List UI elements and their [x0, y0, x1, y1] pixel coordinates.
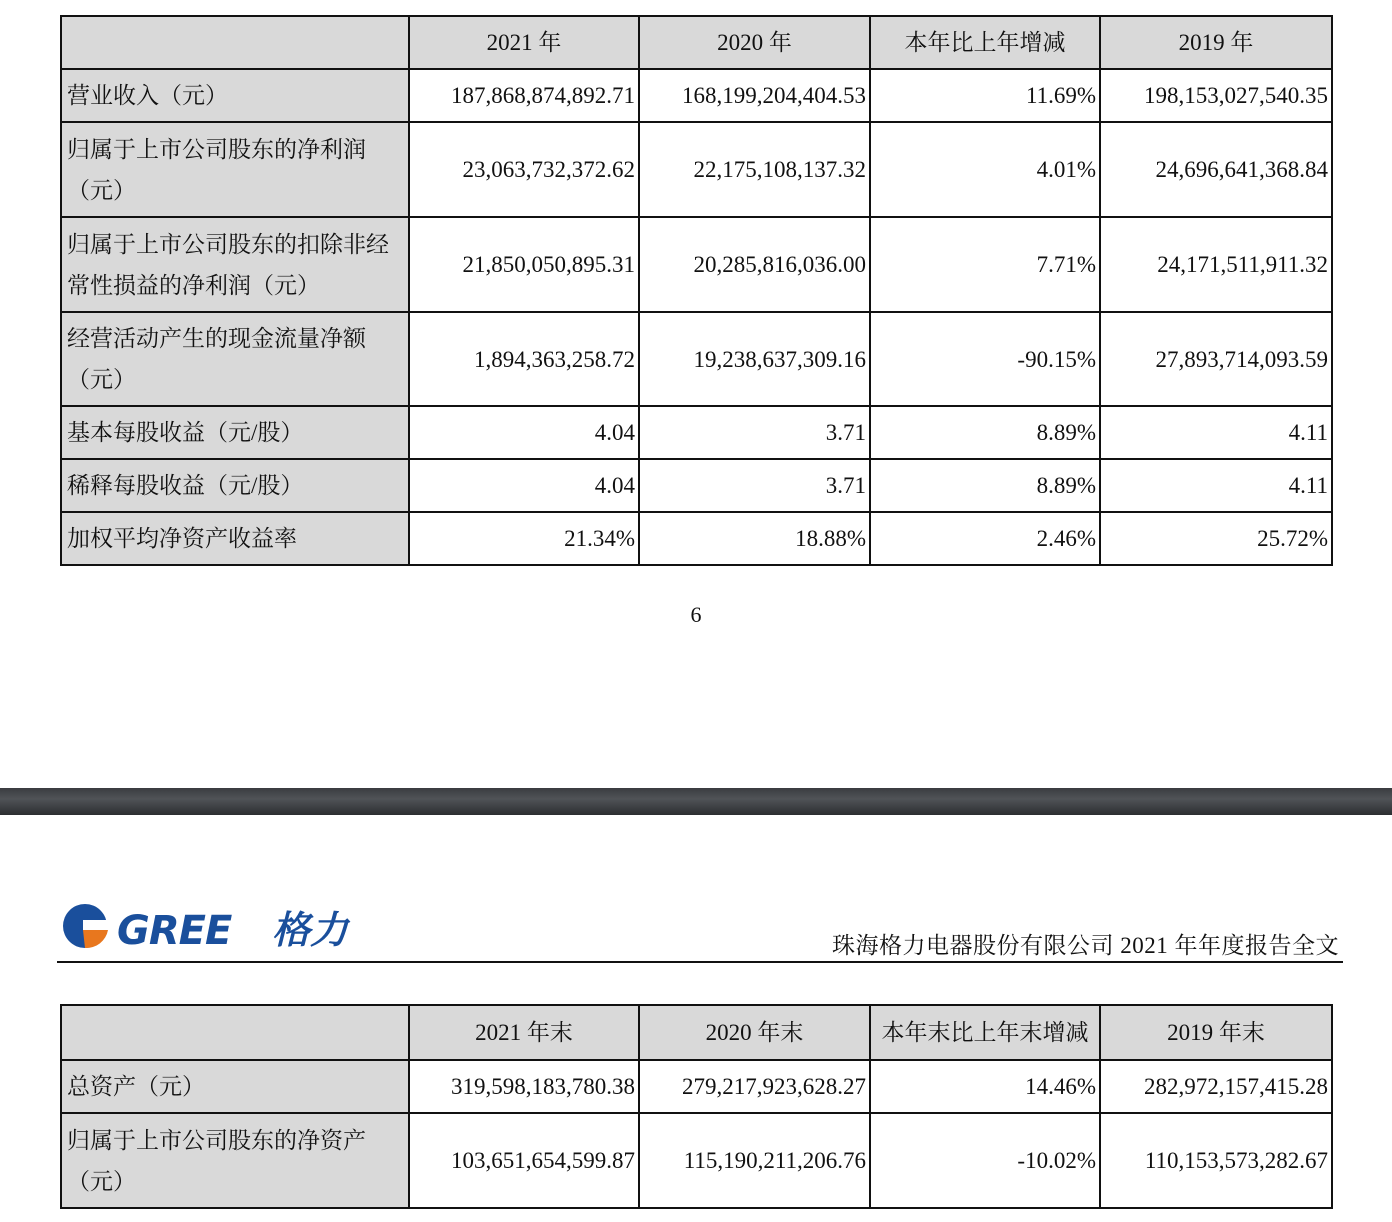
value-cell: 19,238,637,309.16 [639, 312, 870, 406]
value-cell: 21.34% [409, 512, 639, 565]
change-cell: 8.89% [870, 459, 1100, 512]
row-label: 基本每股收益（元/股） [61, 406, 409, 459]
header-cell: 2019 年末 [1100, 1005, 1332, 1060]
value-cell: 103,651,654,599.87 [409, 1113, 639, 1208]
table-row [61, 406, 1332, 459]
header-cell: 2021 年末 [409, 1005, 639, 1060]
change-cell: -10.02% [870, 1113, 1100, 1208]
gree-logo [62, 903, 362, 963]
table-header-row [61, 1005, 1332, 1060]
value-cell: 24,696,641,368.84 [1100, 122, 1332, 217]
header-cell: 2019 年 [1100, 16, 1332, 69]
value-cell: 21,850,050,895.31 [409, 217, 639, 312]
change-cell: 8.89% [870, 406, 1100, 459]
page-separator [0, 788, 1392, 815]
row-label: 经营活动产生的现金流量净额（元） [61, 312, 409, 406]
value-cell: 319,598,183,780.38 [409, 1060, 639, 1113]
value-cell: 168,199,204,404.53 [639, 69, 870, 122]
header-cell: 本年比上年增减 [870, 16, 1100, 69]
value-cell: 279,217,923,628.27 [639, 1060, 870, 1113]
header-cell [61, 16, 409, 69]
value-cell: 4.11 [1100, 406, 1332, 459]
change-cell: 4.01% [870, 122, 1100, 217]
value-cell: 198,153,027,540.35 [1100, 69, 1332, 122]
header-cell [61, 1005, 409, 1060]
value-cell: 3.71 [639, 406, 870, 459]
value-cell: 27,893,714,093.59 [1100, 312, 1332, 406]
value-cell: 115,190,211,206.76 [639, 1113, 870, 1208]
value-cell: 187,868,874,892.71 [409, 69, 639, 122]
row-label: 归属于上市公司股东的净资产（元） [61, 1113, 409, 1208]
table-row [61, 122, 1332, 217]
value-cell: 23,063,732,372.62 [409, 122, 639, 217]
row-label: 归属于上市公司股东的净利润（元） [61, 122, 409, 217]
header-cell: 2020 年末 [639, 1005, 870, 1060]
change-cell: 7.71% [870, 217, 1100, 312]
document-page-7 [0, 815, 1392, 1222]
value-cell: 24,171,511,911.32 [1100, 217, 1332, 312]
gree-logo-icon [62, 903, 362, 963]
change-cell: 2.46% [870, 512, 1100, 565]
header-rule [57, 961, 1343, 963]
header-cell: 2020 年 [639, 16, 870, 69]
table-row [61, 512, 1332, 565]
row-label: 稀释每股收益（元/股） [61, 459, 409, 512]
header-cell: 2021 年 [409, 16, 639, 69]
row-label: 营业收入（元） [61, 69, 409, 122]
svg-text:格力: 格力 [272, 907, 349, 952]
value-cell: 4.04 [409, 459, 639, 512]
value-cell: 22,175,108,137.32 [639, 122, 870, 217]
row-label: 归属于上市公司股东的扣除非经常性损益的净利润（元） [61, 217, 409, 312]
table-row [61, 69, 1332, 122]
value-cell: 110,153,573,282.67 [1100, 1113, 1332, 1208]
value-cell: 282,972,157,415.28 [1100, 1060, 1332, 1113]
table-header-row [61, 16, 1332, 69]
svg-text:GREE: GREE [117, 908, 232, 954]
value-cell: 4.04 [409, 406, 639, 459]
table-row [61, 312, 1332, 406]
table-row [61, 1060, 1332, 1113]
key-financials-table [60, 15, 1333, 566]
table-row [61, 459, 1332, 512]
table-row [61, 217, 1332, 312]
change-cell: 14.46% [870, 1060, 1100, 1113]
balance-sheet-table [60, 1004, 1333, 1209]
header-cell: 本年末比上年末增减 [870, 1005, 1100, 1060]
change-cell: 11.69% [870, 69, 1100, 122]
report-title: 珠海格力电器股份有限公司 2021 年年度报告全文 [832, 933, 1339, 958]
value-cell: 1,894,363,258.72 [409, 312, 639, 406]
value-cell: 20,285,816,036.00 [639, 217, 870, 312]
change-cell: -90.15% [870, 312, 1100, 406]
value-cell: 18.88% [639, 512, 870, 565]
row-label: 总资产（元） [61, 1060, 409, 1113]
value-cell: 4.11 [1100, 459, 1332, 512]
value-cell: 25.72% [1100, 512, 1332, 565]
value-cell: 3.71 [639, 459, 870, 512]
row-label: 加权平均净资产收益率 [61, 512, 409, 565]
page-number: 6 [690, 602, 702, 627]
table-row [61, 1113, 1332, 1208]
